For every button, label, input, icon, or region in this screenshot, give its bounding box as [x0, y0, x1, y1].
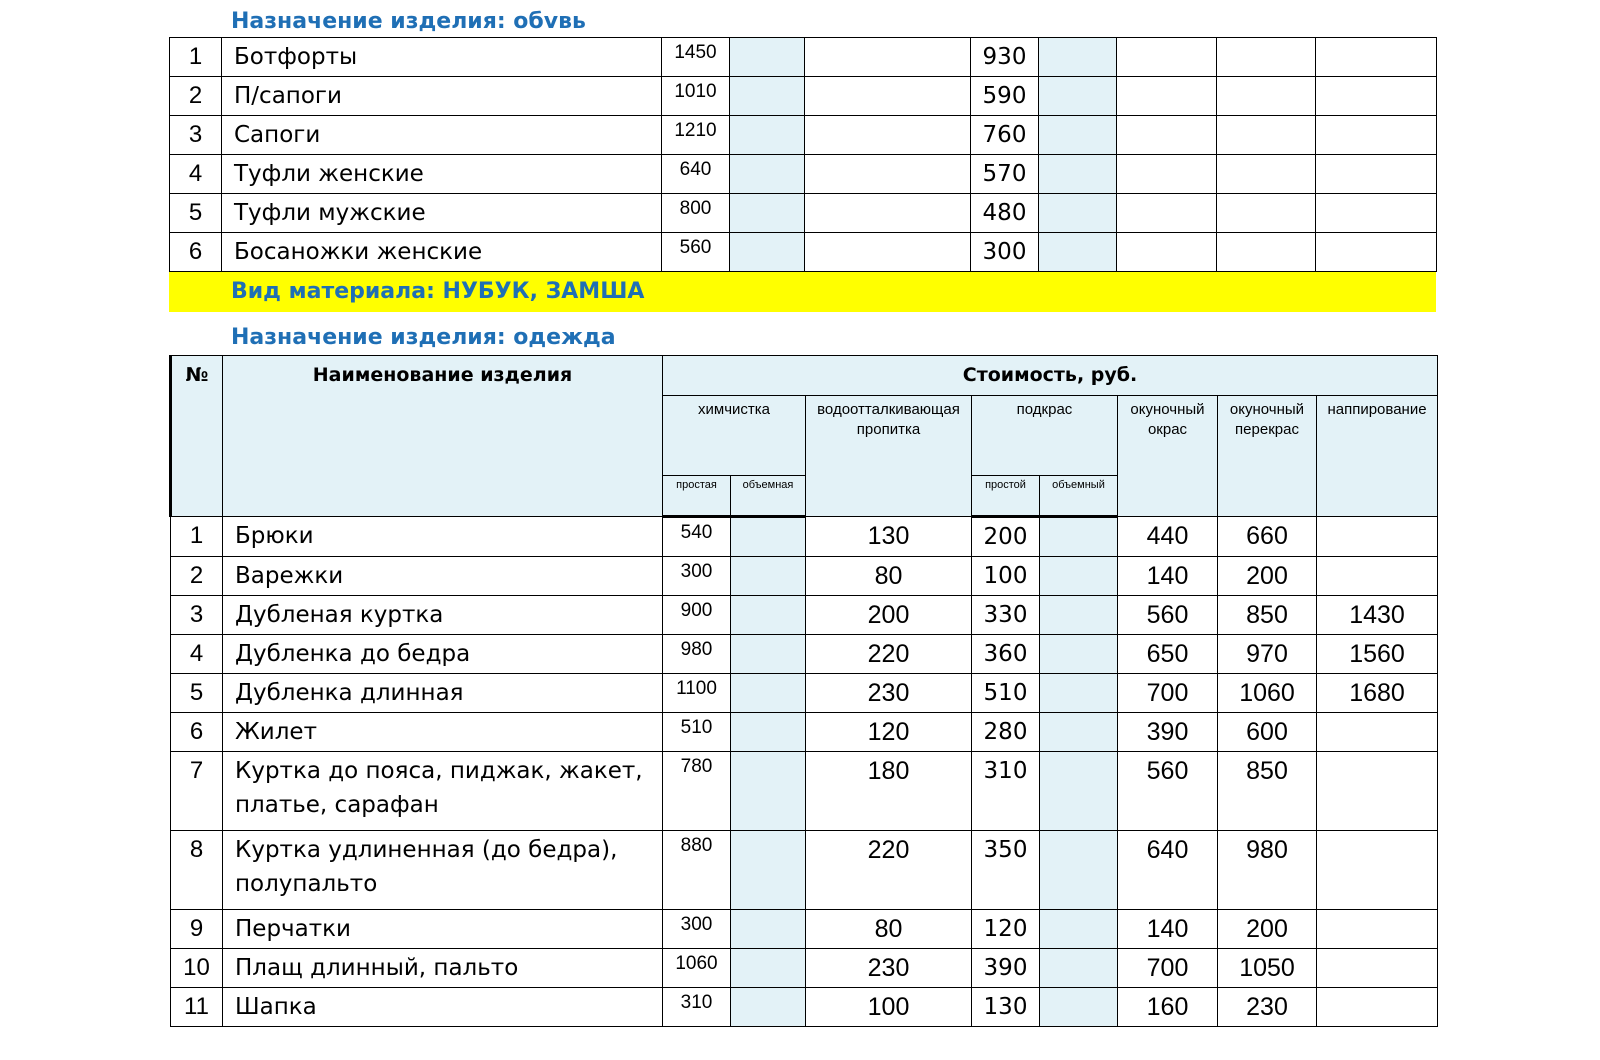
- table-row: [171, 910, 1438, 949]
- spray-price: [1317, 517, 1438, 557]
- item-name: Жилет: [223, 713, 663, 752]
- repaint-volume-price: [1040, 596, 1118, 635]
- table-row: [170, 194, 1437, 233]
- water-repellent-price: [805, 38, 971, 77]
- table-row: [170, 155, 1437, 194]
- repaint-volume-price: [1039, 194, 1117, 233]
- final-paint-price: [1117, 38, 1217, 77]
- dry-simple-price: 310: [663, 988, 731, 1027]
- shoes-heading: Назначение изделия: обvвь: [231, 9, 586, 34]
- header-cost: Стоимость, руб.: [663, 356, 1438, 396]
- header-dry-simple: простая: [663, 476, 731, 517]
- repaint-simple-price: 200: [972, 517, 1040, 557]
- dry-simple-price: 880: [663, 831, 731, 910]
- dry-volume-price: [730, 233, 805, 272]
- spray-price: [1317, 949, 1438, 988]
- dry-volume-price: [731, 557, 806, 596]
- repaint-simple-price: 930: [971, 38, 1039, 77]
- water-repellent-price: 130: [806, 517, 972, 557]
- item-name: Брюки: [223, 517, 663, 557]
- table-row: [171, 831, 1438, 910]
- dry-volume-price: [730, 77, 805, 116]
- water-repellent-price: 80: [806, 557, 972, 596]
- spray-price: [1317, 831, 1438, 910]
- final-repaint-price: [1217, 38, 1316, 77]
- water-repellent-price: 220: [806, 635, 972, 674]
- repaint-simple-price: 350: [972, 831, 1040, 910]
- final-paint-price: 650: [1118, 635, 1218, 674]
- dry-volume-price: [730, 155, 805, 194]
- final-repaint-price: 850: [1218, 596, 1317, 635]
- final-paint-price: [1117, 233, 1217, 272]
- dry-volume-price: [731, 988, 806, 1027]
- price-list: [169, 0, 1436, 1027]
- dry-simple-price: 1060: [663, 949, 731, 988]
- table-row: [171, 596, 1438, 635]
- header-repaint-volume: объемный: [1040, 476, 1118, 517]
- final-repaint-price: 200: [1218, 910, 1317, 949]
- item-name: Ботфорты: [222, 38, 662, 77]
- repaint-volume-price: [1039, 116, 1117, 155]
- dry-simple-price: 1010: [662, 77, 730, 116]
- dry-volume-price: [730, 38, 805, 77]
- header-spray: наппирование: [1317, 396, 1438, 517]
- dry-simple-price: 1100: [663, 674, 731, 713]
- table-row: [171, 752, 1438, 831]
- water-repellent-price: 230: [806, 949, 972, 988]
- spray-price: 1680: [1317, 674, 1438, 713]
- header-number: №: [171, 356, 223, 517]
- dry-simple-price: 510: [663, 713, 731, 752]
- water-repellent-price: 80: [806, 910, 972, 949]
- dry-simple-price: 300: [663, 910, 731, 949]
- repaint-simple-price: 120: [972, 910, 1040, 949]
- repaint-volume-price: [1040, 557, 1118, 596]
- final-repaint-price: 850: [1218, 752, 1317, 831]
- header-repaint: подкрас: [972, 396, 1118, 476]
- row-number: 11: [171, 988, 223, 1027]
- final-repaint-price: [1217, 77, 1316, 116]
- clothes-heading: Назначение изделия: одежда: [231, 325, 616, 350]
- spray-price: [1316, 194, 1437, 233]
- repaint-simple-price: 570: [971, 155, 1039, 194]
- water-repellent-price: 100: [806, 988, 972, 1027]
- dry-volume-price: [731, 752, 806, 831]
- table-row: [171, 713, 1438, 752]
- final-repaint-price: 200: [1218, 557, 1317, 596]
- dry-simple-price: 800: [662, 194, 730, 233]
- row-number: 9: [171, 910, 223, 949]
- water-repellent-price: 120: [806, 713, 972, 752]
- row-number: 1: [170, 38, 222, 77]
- repaint-volume-price: [1040, 517, 1118, 557]
- water-repellent-price: 200: [806, 596, 972, 635]
- repaint-simple-price: 360: [972, 635, 1040, 674]
- final-paint-price: 560: [1118, 752, 1218, 831]
- dry-simple-price: 1210: [662, 116, 730, 155]
- row-number: 8: [171, 831, 223, 910]
- table-row: [171, 635, 1438, 674]
- dry-volume-price: [731, 635, 806, 674]
- water-repellent-price: [805, 116, 971, 155]
- table-row: [171, 949, 1438, 988]
- item-name: Куртка удлиненная (до бедра), полупальто: [223, 831, 663, 910]
- row-number: 5: [170, 194, 222, 233]
- final-paint-price: 390: [1118, 713, 1218, 752]
- water-repellent-price: 230: [806, 674, 972, 713]
- item-name: Варежки: [223, 557, 663, 596]
- item-name: Босаножки женские: [222, 233, 662, 272]
- final-paint-price: 700: [1118, 949, 1218, 988]
- table-row: [170, 77, 1437, 116]
- repaint-volume-price: [1040, 988, 1118, 1027]
- spray-price: [1317, 713, 1438, 752]
- row-number: 3: [170, 116, 222, 155]
- spray-price: [1316, 116, 1437, 155]
- header-final-paint: окуночный окрас: [1118, 396, 1218, 517]
- dry-volume-price: [731, 949, 806, 988]
- dry-volume-price: [731, 517, 806, 557]
- final-paint-price: 140: [1118, 910, 1218, 949]
- row-number: 3: [171, 596, 223, 635]
- shoes-table: [169, 37, 1437, 272]
- table-row: [170, 116, 1437, 155]
- dry-volume-price: [731, 596, 806, 635]
- final-repaint-price: [1217, 155, 1316, 194]
- repaint-simple-price: 510: [972, 674, 1040, 713]
- final-repaint-price: 600: [1218, 713, 1317, 752]
- row-number: 6: [170, 233, 222, 272]
- dry-volume-price: [730, 194, 805, 233]
- final-paint-price: 640: [1118, 831, 1218, 910]
- spray-price: [1316, 38, 1437, 77]
- item-name: Туфли женские: [222, 155, 662, 194]
- dry-simple-price: 540: [663, 517, 731, 557]
- final-repaint-price: 660: [1218, 517, 1317, 557]
- header-dry-cleaning: химчистка: [663, 396, 806, 476]
- header-repaint-simple: простой: [972, 476, 1040, 517]
- repaint-simple-price: 480: [971, 194, 1039, 233]
- item-name: Дубленая куртка: [223, 596, 663, 635]
- item-name: Дубленка длинная: [223, 674, 663, 713]
- dry-volume-price: [731, 910, 806, 949]
- repaint-volume-price: [1039, 233, 1117, 272]
- repaint-simple-price: 590: [971, 77, 1039, 116]
- final-repaint-price: 980: [1218, 831, 1317, 910]
- item-name: Плащ длинный, пальто: [223, 949, 663, 988]
- water-repellent-price: 220: [806, 831, 972, 910]
- dry-simple-price: 560: [662, 233, 730, 272]
- item-name: Шапка: [223, 988, 663, 1027]
- dry-simple-price: 640: [662, 155, 730, 194]
- spray-price: 1430: [1317, 596, 1438, 635]
- repaint-volume-price: [1040, 635, 1118, 674]
- spray-price: [1316, 233, 1437, 272]
- spray-price: [1316, 77, 1437, 116]
- row-number: 4: [171, 635, 223, 674]
- final-paint-price: 700: [1118, 674, 1218, 713]
- row-number: 1: [171, 517, 223, 557]
- final-paint-price: 560: [1118, 596, 1218, 635]
- water-repellent-price: [805, 194, 971, 233]
- spray-price: [1317, 557, 1438, 596]
- repaint-volume-price: [1040, 910, 1118, 949]
- clothes-table: [169, 355, 1438, 1027]
- row-number: 2: [170, 77, 222, 116]
- repaint-simple-price: 760: [971, 116, 1039, 155]
- repaint-simple-price: 390: [972, 949, 1040, 988]
- header-water-repellent: водоотталкивающая пропитка: [806, 396, 972, 517]
- dry-simple-price: 900: [663, 596, 731, 635]
- dry-volume-price: [731, 713, 806, 752]
- item-name: Туфли мужские: [222, 194, 662, 233]
- repaint-simple-price: 310: [972, 752, 1040, 831]
- final-repaint-price: 230: [1218, 988, 1317, 1027]
- final-repaint-price: 1060: [1218, 674, 1317, 713]
- material-heading: Вид материала: НУБУК, ЗАМША: [169, 272, 1436, 312]
- table-row: [170, 38, 1437, 77]
- dry-simple-price: 1450: [662, 38, 730, 77]
- final-paint-price: [1117, 77, 1217, 116]
- final-repaint-price: [1217, 194, 1316, 233]
- repaint-simple-price: 130: [972, 988, 1040, 1027]
- spray-price: [1317, 988, 1438, 1027]
- repaint-volume-price: [1039, 38, 1117, 77]
- item-name: Куртка до пояса, пиджак, жакет, платье, сарафан: [223, 752, 663, 831]
- row-number: 6: [171, 713, 223, 752]
- repaint-volume-price: [1039, 77, 1117, 116]
- final-repaint-price: [1217, 233, 1316, 272]
- repaint-volume-price: [1040, 831, 1118, 910]
- dry-volume-price: [731, 674, 806, 713]
- final-paint-price: [1117, 194, 1217, 233]
- final-paint-price: [1117, 116, 1217, 155]
- row-number: 4: [170, 155, 222, 194]
- spray-price: 1560: [1317, 635, 1438, 674]
- row-number: 5: [171, 674, 223, 713]
- water-repellent-price: 180: [806, 752, 972, 831]
- item-name: Дубленка до бедра: [223, 635, 663, 674]
- table-row: [171, 988, 1438, 1027]
- final-paint-price: 140: [1118, 557, 1218, 596]
- item-name: П/сапоги: [222, 77, 662, 116]
- row-number: 2: [171, 557, 223, 596]
- header-dry-volume: объемная: [731, 476, 806, 517]
- dry-volume-price: [731, 831, 806, 910]
- repaint-volume-price: [1039, 155, 1117, 194]
- dry-simple-price: 780: [663, 752, 731, 831]
- table-row: [171, 557, 1438, 596]
- repaint-volume-price: [1040, 674, 1118, 713]
- dry-volume-price: [730, 116, 805, 155]
- final-repaint-price: 970: [1218, 635, 1317, 674]
- final-repaint-price: 1050: [1218, 949, 1317, 988]
- repaint-volume-price: [1040, 949, 1118, 988]
- final-paint-price: [1117, 155, 1217, 194]
- spray-price: [1317, 752, 1438, 831]
- repaint-volume-price: [1040, 752, 1118, 831]
- spray-price: [1317, 910, 1438, 949]
- water-repellent-price: [805, 155, 971, 194]
- item-name: Сапоги: [222, 116, 662, 155]
- table-row: [170, 233, 1437, 272]
- repaint-simple-price: 280: [972, 713, 1040, 752]
- water-repellent-price: [805, 77, 971, 116]
- water-repellent-price: [805, 233, 971, 272]
- table-row: [171, 517, 1438, 557]
- repaint-simple-price: 330: [972, 596, 1040, 635]
- table-row: [171, 674, 1438, 713]
- spray-price: [1316, 155, 1437, 194]
- final-repaint-price: [1217, 116, 1316, 155]
- repaint-simple-price: 100: [972, 557, 1040, 596]
- final-paint-price: 160: [1118, 988, 1218, 1027]
- repaint-simple-price: 300: [971, 233, 1039, 272]
- header-item-name: Наименование изделия: [223, 356, 663, 517]
- dry-simple-price: 980: [663, 635, 731, 674]
- dry-simple-price: 300: [663, 557, 731, 596]
- row-number: 7: [171, 752, 223, 831]
- row-number: 10: [171, 949, 223, 988]
- item-name: Перчатки: [223, 910, 663, 949]
- final-paint-price: 440: [1118, 517, 1218, 557]
- repaint-volume-price: [1040, 713, 1118, 752]
- header-final-repaint: окуночный перекрас: [1218, 396, 1317, 517]
